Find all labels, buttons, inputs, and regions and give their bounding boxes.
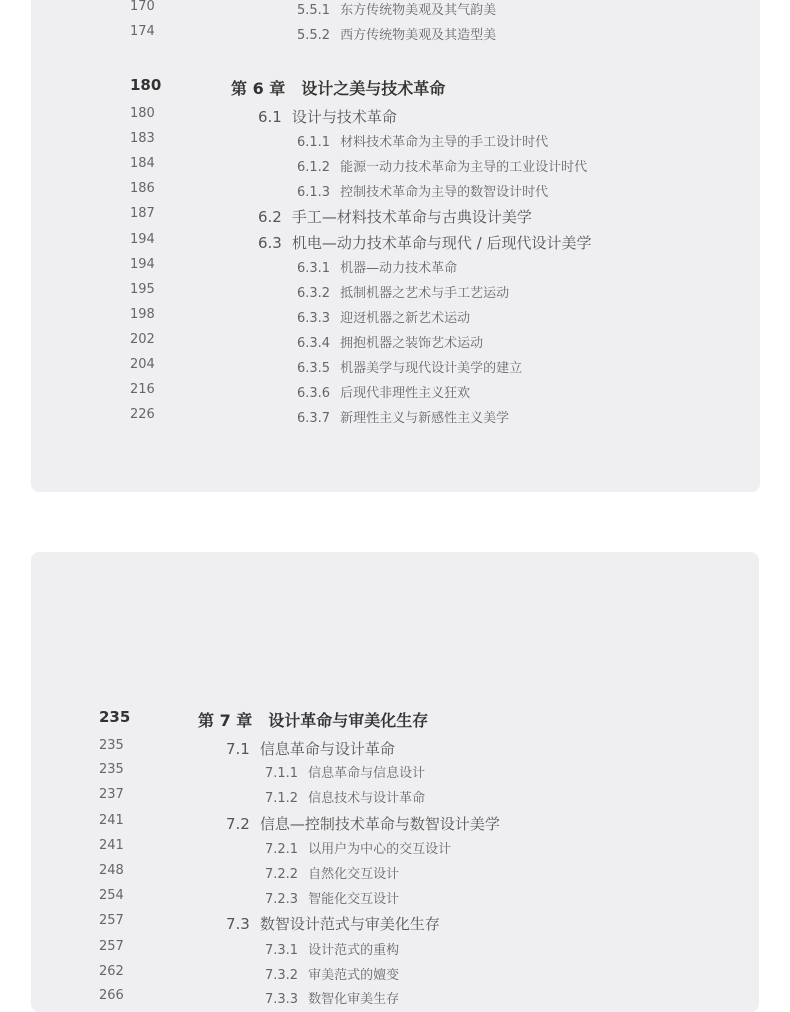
page-number: 226 xyxy=(130,407,155,422)
entry-heading xyxy=(226,813,500,834)
entry-heading xyxy=(297,307,470,326)
subsection-entry xyxy=(31,307,760,331)
entry-number: 6.2 xyxy=(258,208,282,226)
entry-heading xyxy=(297,332,483,351)
subsection-entry xyxy=(31,0,760,23)
page-number: 194 xyxy=(130,257,155,272)
entry-heading xyxy=(297,382,470,401)
entry-number: 6.3.2 xyxy=(297,286,331,301)
entry-title: 材料技术革命为主导的手工设计时代 xyxy=(340,135,549,150)
entry-title: 后现代非理性主义狂欢 xyxy=(340,386,471,401)
toc-card-bottom xyxy=(31,552,759,1012)
entry-title: 数智化审美生存 xyxy=(308,992,400,1007)
entry-heading xyxy=(265,838,451,857)
entry-number: 7.2.1 xyxy=(265,842,299,857)
entry-number: 7.2.2 xyxy=(265,867,299,882)
entry-number: 7.2 xyxy=(226,815,250,833)
entry-heading xyxy=(297,282,509,301)
page-number: 254 xyxy=(99,888,124,903)
entry-number: 7.1.1 xyxy=(265,766,299,781)
page-number: 170 xyxy=(130,0,155,14)
subsection-entry xyxy=(31,888,759,912)
page-number: 194 xyxy=(130,232,155,247)
page-number: 174 xyxy=(130,24,155,39)
entry-title: 手工—材料技术革命与古典设计美学 xyxy=(291,208,532,226)
entry-title: 自然化交互设计 xyxy=(308,867,400,882)
page-number: 241 xyxy=(99,813,124,828)
subsection-entry xyxy=(31,24,760,48)
entry-title: 智能化交互设计 xyxy=(308,892,400,907)
entry-number: 6.3.6 xyxy=(297,386,331,401)
subsection-entry xyxy=(31,282,760,306)
entry-heading xyxy=(265,787,425,806)
page-number: 248 xyxy=(99,863,124,878)
entry-heading xyxy=(297,156,587,175)
entry-heading xyxy=(198,708,428,731)
subsection-entry xyxy=(31,407,760,431)
entry-number: 7.3 xyxy=(226,915,250,933)
entry-heading xyxy=(258,106,397,127)
page-number: 216 xyxy=(130,382,155,397)
entry-number: 6.3.5 xyxy=(297,361,331,376)
entry-title: 西方传统物美观及其造型美 xyxy=(340,28,497,43)
entry-heading xyxy=(265,762,425,781)
entry-heading xyxy=(231,76,445,99)
entry-title: 控制技术革命为主导的数智设计时代 xyxy=(340,185,549,200)
toc-card-top xyxy=(31,0,760,492)
page-number: 198 xyxy=(130,307,155,322)
entry-title: 新理性主义与新感性主义美学 xyxy=(340,411,510,426)
entry-heading xyxy=(265,939,399,958)
entry-number: 5.5.2 xyxy=(297,28,331,43)
section-entry xyxy=(31,913,759,937)
entry-title: 信息革命与信息设计 xyxy=(308,766,426,781)
subsection-entry xyxy=(31,257,760,281)
entry-title: 数智设计范式与审美化生存 xyxy=(259,915,440,933)
entry-heading xyxy=(265,888,399,907)
page-number: 184 xyxy=(130,156,155,171)
page-number: 241 xyxy=(99,838,124,853)
entry-number: 6.3.7 xyxy=(297,411,331,426)
entry-title: 信息技术与设计革命 xyxy=(308,791,426,806)
entry-title: 信息—控制技术革命与数智设计美学 xyxy=(259,815,500,833)
section-entry xyxy=(31,206,760,230)
entry-number: 6.3.1 xyxy=(297,261,331,276)
entry-title: 机器美学与现代设计美学的建立 xyxy=(340,361,523,376)
subsection-entry xyxy=(31,181,760,205)
page-number: 186 xyxy=(130,181,155,196)
page-number: 257 xyxy=(99,939,124,954)
entry-heading xyxy=(297,0,496,18)
subsection-entry xyxy=(31,131,760,155)
entry-heading xyxy=(265,863,399,882)
entry-number: 7.3.2 xyxy=(265,968,299,983)
page-number: 262 xyxy=(99,964,124,979)
page-number: 180 xyxy=(130,106,155,121)
entry-number: 第 6 章 xyxy=(231,79,286,98)
entry-number: 7.2.3 xyxy=(265,892,299,907)
page-number: 187 xyxy=(130,206,155,221)
entry-number: 6.1 xyxy=(258,108,282,126)
page-number: 195 xyxy=(130,282,155,297)
entry-number: 6.3 xyxy=(258,234,282,252)
subsection-entry xyxy=(31,863,759,887)
page-number: 235 xyxy=(99,708,131,726)
entry-title: 机器—动力技术革命 xyxy=(340,261,458,276)
entry-number: 6.1.1 xyxy=(297,135,331,150)
subsection-entry xyxy=(31,939,759,963)
section-entry xyxy=(31,738,759,762)
subsection-entry xyxy=(31,787,759,811)
entry-heading xyxy=(258,206,532,227)
page-number: 180 xyxy=(130,76,162,94)
entry-heading xyxy=(297,24,496,43)
page-number: 235 xyxy=(99,762,124,777)
subsection-entry xyxy=(31,964,759,988)
page-number: 204 xyxy=(130,357,155,372)
entry-title: 设计革命与审美化生存 xyxy=(268,711,429,730)
entry-title: 东方传统物美观及其气韵美 xyxy=(340,3,497,18)
entry-title: 以用户为中心的交互设计 xyxy=(308,842,452,857)
entry-heading xyxy=(297,181,548,200)
page-number: 257 xyxy=(99,913,124,928)
subsection-entry xyxy=(31,357,760,381)
section-entry xyxy=(31,232,760,256)
section-entry xyxy=(31,813,759,837)
entry-title: 设计之美与技术革命 xyxy=(301,79,446,98)
entry-heading xyxy=(297,357,522,376)
subsection-entry xyxy=(31,988,759,1012)
entry-number: 7.1.2 xyxy=(265,791,299,806)
entry-title: 能源一动力技术革命为主导的工业设计时代 xyxy=(340,160,588,175)
subsection-entry xyxy=(31,156,760,180)
page-number: 266 xyxy=(99,988,124,1003)
entry-number: 5.5.1 xyxy=(297,3,331,18)
entry-heading xyxy=(226,738,395,759)
entry-heading xyxy=(265,988,399,1007)
subsection-entry xyxy=(31,762,759,786)
subsection-entry xyxy=(31,838,759,862)
entry-number: 6.1.3 xyxy=(297,185,331,200)
page-number: 202 xyxy=(130,332,155,347)
entry-title: 信息革命与设计革命 xyxy=(259,740,395,758)
entry-number: 6.1.2 xyxy=(297,160,331,175)
entry-title: 设计范式的重构 xyxy=(308,943,400,958)
page-number: 237 xyxy=(99,787,124,802)
chapter-entry xyxy=(31,708,759,732)
entry-heading xyxy=(297,131,548,150)
entry-number: 7.1 xyxy=(226,740,250,758)
entry-number: 第 7 章 xyxy=(198,711,253,730)
entry-title: 设计与技术革命 xyxy=(291,108,397,126)
entry-title: 抵制机器之艺术与手工艺运动 xyxy=(340,286,510,301)
entry-heading xyxy=(265,964,399,983)
entry-number: 7.3.1 xyxy=(265,943,299,958)
entry-title: 机电—动力技术革命与现代 / 后现代设计美学 xyxy=(291,234,592,252)
subsection-entry xyxy=(31,382,760,406)
entry-heading xyxy=(226,913,440,934)
entry-heading xyxy=(297,407,509,426)
entry-number: 7.3.3 xyxy=(265,992,299,1007)
page-number: 183 xyxy=(130,131,155,146)
entry-heading xyxy=(258,232,591,253)
page-number: 235 xyxy=(99,738,124,753)
entry-title: 审美范式的嬗变 xyxy=(308,968,400,983)
entry-title: 迎迓机器之新艺术运动 xyxy=(340,311,471,326)
entry-number: 6.3.3 xyxy=(297,311,331,326)
entry-number: 6.3.4 xyxy=(297,336,331,351)
chapter-entry xyxy=(31,76,760,100)
entry-title: 拥抱机器之装饰艺术运动 xyxy=(340,336,484,351)
entry-heading xyxy=(297,257,457,276)
section-entry xyxy=(31,106,760,130)
subsection-entry xyxy=(31,332,760,356)
